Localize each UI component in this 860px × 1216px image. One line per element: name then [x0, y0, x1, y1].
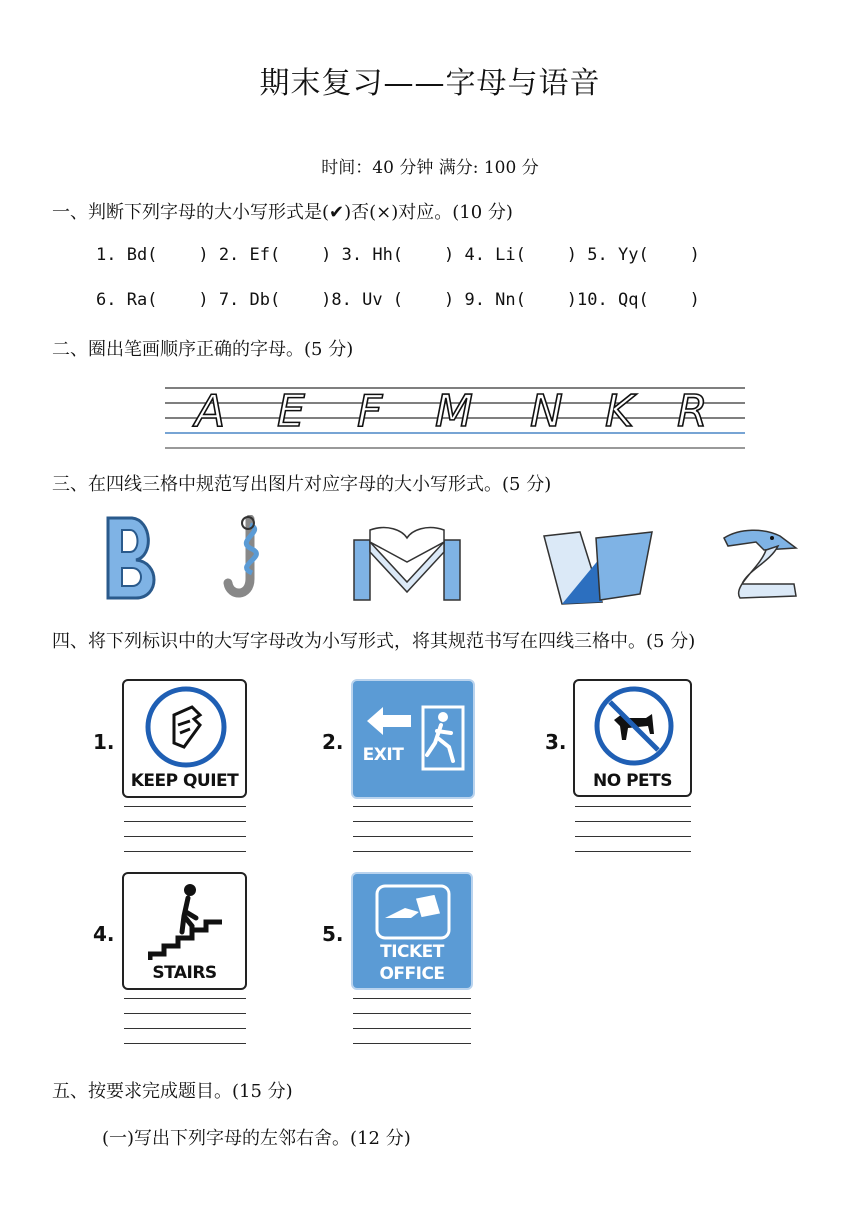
sign-5-number: 5.: [322, 922, 344, 946]
sign-2-label: EXIT: [362, 745, 404, 765]
stroke-letter-e: E: [277, 386, 305, 437]
sign-3-writing-line-4: [575, 851, 691, 852]
hook-rope-j-picture: [220, 515, 276, 609]
sign-ticket-office: [351, 872, 473, 990]
sign-4-writing-line-2: [124, 1013, 246, 1014]
sign-5-writing-line-3: [353, 1028, 471, 1029]
sign-keep-quiet: [122, 679, 247, 798]
stairs-icon: [148, 882, 228, 964]
sign-3-label: NO PETS: [592, 771, 672, 791]
sign-5-writing-line-2: [353, 1013, 471, 1014]
section-4-heading: 四、将下列标识中的大写字母改为小写形式，将其规范书写在四线三格中。(5 分): [52, 631, 696, 652]
keep-quiet-icon: [144, 685, 228, 769]
sign-3-writing-line-2: [575, 821, 691, 822]
sign-5-writing-line-4: [353, 1043, 471, 1044]
sign-no-pets: [573, 679, 692, 797]
exam-meta: 时间：40 分钟 满分: 100 分: [321, 158, 539, 178]
sign-1-writing-line-4: [124, 851, 246, 852]
letter-b-picture: [98, 512, 164, 608]
pelican-z-picture: [720, 528, 800, 608]
sign-5-label-line-1: TICKET: [380, 942, 444, 962]
sign-5-label-line-2: OFFICE: [379, 964, 445, 984]
folders-n-picture: [540, 528, 658, 610]
sign-4-label: STAIRS: [152, 963, 217, 983]
sign-4-writing-line-4: [124, 1043, 246, 1044]
sign-1-number: 1.: [93, 730, 115, 754]
ticket-office-icon: [375, 884, 451, 940]
sign-3-writing-line-1: [575, 806, 691, 807]
sign-4-writing-line-1: [124, 998, 246, 999]
sign-4-number: 4.: [93, 922, 115, 946]
section-1-row-2: 6. Ra( ) 7. Db( )8. Uv ( ) 9. Nn( )10. Qq( ): [96, 290, 700, 310]
stroke-letter-m: M: [435, 386, 473, 437]
stroke-letter-a: A: [195, 386, 226, 437]
stroke-order-strip: [165, 378, 745, 453]
sign-4-writing-line-3: [124, 1028, 246, 1029]
sign-1-writing-line-3: [124, 836, 246, 837]
section-5-heading: 五、按要求完成题目。(15 分): [52, 1081, 293, 1102]
sign-2-writing-line-4: [353, 851, 473, 852]
sign-1-writing-line-1: [124, 806, 246, 807]
section-3-heading: 三、在四线三格中规范写出图片对应字母的大小写形式。(5 分): [52, 474, 552, 495]
section-5-subheading: (一)写出下列字母的左邻右舍。(12 分): [102, 1128, 411, 1149]
stroke-letter-f: F: [357, 386, 383, 437]
sign-2-writing-line-3: [353, 836, 473, 837]
sign-3-number: 3.: [545, 730, 567, 754]
sign-5-writing-line-1: [353, 998, 471, 999]
stroke-letter-r: R: [677, 386, 708, 437]
sign-exit: [351, 679, 475, 799]
sign-2-writing-line-2: [353, 821, 473, 822]
books-m-picture: [352, 522, 462, 606]
sign-3-writing-line-3: [575, 836, 691, 837]
page-title: 期末复习——字母与语音: [259, 66, 601, 101]
stroke-letter-k: K: [605, 386, 634, 437]
sign-2-number: 2.: [322, 730, 344, 754]
no-pets-icon: [592, 684, 676, 768]
sign-2-writing-line-1: [353, 806, 473, 807]
sign-stairs: [122, 872, 247, 990]
section-2-heading: 二、圈出笔画顺序正确的字母。(5 分): [52, 339, 354, 360]
section-1-heading: 一、判断下列字母的大小写形式是(✔)否(×)对应。(10 分): [52, 202, 513, 223]
sign-1-label: KEEP QUIET: [130, 771, 239, 791]
section-1-row-1: 1. Bd( ) 2. Ef( ) 3. Hh( ) 4. Li( ) 5. Yy( ): [96, 245, 700, 265]
stroke-letter-n: N: [530, 386, 563, 437]
sign-1-writing-line-2: [124, 821, 246, 822]
